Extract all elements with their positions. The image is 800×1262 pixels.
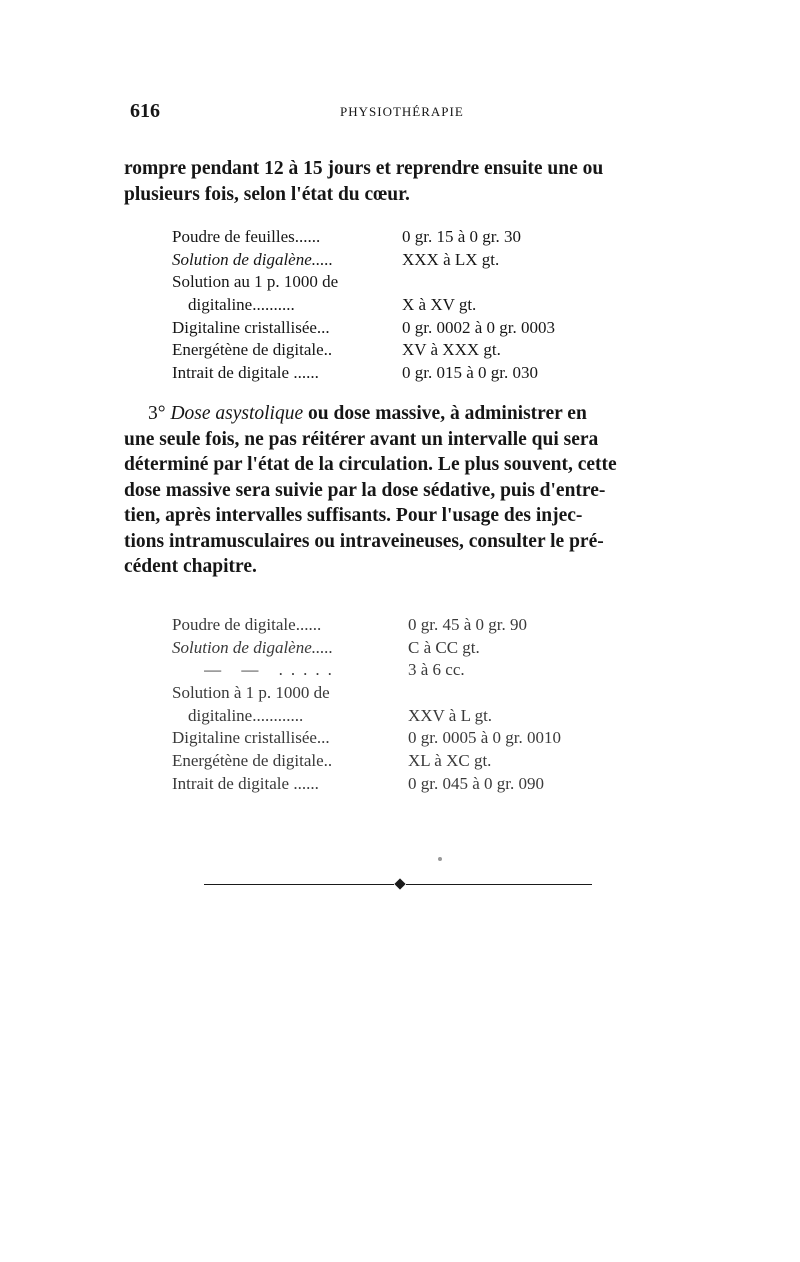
preparation-name: Solution de digalène..... [172, 637, 334, 657]
end-ornament-diamond [394, 878, 405, 889]
dose-value: 0 gr. 0005 à 0 gr. 0010 [408, 728, 561, 748]
paragraph-line: cédent chapitre. [124, 556, 257, 577]
ink-speck [438, 857, 442, 861]
dose-value: XXV à L gt. [408, 705, 493, 725]
dose-value: X à XV gt. [402, 295, 477, 315]
dose-value: 3 à 6 cc. [408, 660, 465, 680]
paragraph-line [124, 401, 672, 427]
preparation-name: Energétène de digitale.. [172, 340, 333, 360]
preparation-name: Digitaline cristallisée... [172, 728, 330, 748]
preparation-name: digitaline.......... [188, 295, 295, 315]
dosage-row [172, 294, 652, 317]
dosage-row [172, 682, 652, 705]
dosage-row [172, 614, 652, 637]
paragraph-line: tions intramusculaires ou intraveineuses, consulter le pré- [124, 530, 604, 552]
preparation-name: Poudre de digitale...... [172, 615, 322, 634]
paragraph-line: déterminé par l'état de la circulation. Le plus souvent, cette [124, 454, 617, 475]
dosage-row [172, 727, 652, 750]
dosage-row [172, 226, 652, 249]
dosage-row [172, 773, 652, 796]
dosage-row [172, 705, 652, 728]
dose-value: 0 gr. 0002 à 0 gr. 0003 [402, 317, 555, 337]
preparation-name: — — ..... [204, 660, 340, 680]
preparation-name: Energétène de digitale.. [172, 751, 333, 771]
preparation-name: Digitaline cristallisée... [172, 317, 330, 337]
dosage-row [172, 249, 652, 272]
dose-value: 0 gr. 15 à 0 gr. 30 [402, 227, 521, 246]
intro-paragraph [124, 156, 672, 207]
intro-line: rompre pendant 12 à 15 jours et reprendre ensuite une ou [124, 158, 604, 179]
dosage-row [172, 317, 652, 340]
dose-value: XV à XXX gt. [402, 340, 501, 360]
page-number: 616 [130, 100, 160, 122]
preparation-name: Solution à 1 p. 1000 de [172, 683, 330, 703]
paragraph-line: dose massive sera suivie par la dose sédative, puis d'entre- [124, 479, 606, 501]
preparation-name: Intrait de digitale ...... [172, 773, 319, 793]
asystolic-dose-paragraph [124, 401, 672, 580]
section-term: Dose asystolique [170, 403, 304, 424]
paragraph-line: une seule fois, ne pas réitérer avant un intervalle qui sera [124, 428, 599, 450]
dosage-row [172, 659, 652, 682]
preparation-name: Intrait de digitale ...... [172, 363, 319, 383]
dose-value: C à CC gt. [408, 637, 480, 657]
dosage-row [172, 362, 652, 385]
dosage-row [172, 637, 652, 660]
preparation-name: digitaline............ [188, 705, 304, 725]
running-title: PHYSIOTHÉRAPIE [340, 104, 464, 119]
dose-value: 0 gr. 015 à 0 gr. 030 [402, 363, 538, 383]
dosage-table-sedative [172, 226, 652, 385]
page-header [130, 100, 650, 124]
dosage-row [172, 271, 652, 294]
dose-value: XL à XC gt. [408, 751, 492, 771]
dose-value: 0 gr. 045 à 0 gr. 090 [408, 773, 544, 793]
dose-value: 0 gr. 45 à 0 gr. 90 [408, 615, 527, 634]
dosage-table-asystolic [172, 614, 652, 796]
preparation-name: Poudre de feuilles...... [172, 227, 321, 246]
end-rule-right [406, 884, 592, 885]
paragraph-line: tien, après intervalles suffisants. Pour l'usage des injec- [124, 505, 583, 526]
preparation-name: Solution de digalène..... [172, 249, 334, 269]
intro-line: plusieurs fois, selon l'état du cœur. [124, 183, 410, 205]
dosage-row [172, 750, 652, 773]
dosage-row [172, 339, 652, 362]
end-rule-left [204, 884, 394, 885]
section-number: 3° [148, 403, 166, 424]
dose-value: XXX à LX gt. [402, 249, 500, 269]
paragraph-text: ou dose massive, à administrer en [303, 403, 587, 424]
preparation-name: Solution au 1 p. 1000 de [172, 272, 339, 292]
